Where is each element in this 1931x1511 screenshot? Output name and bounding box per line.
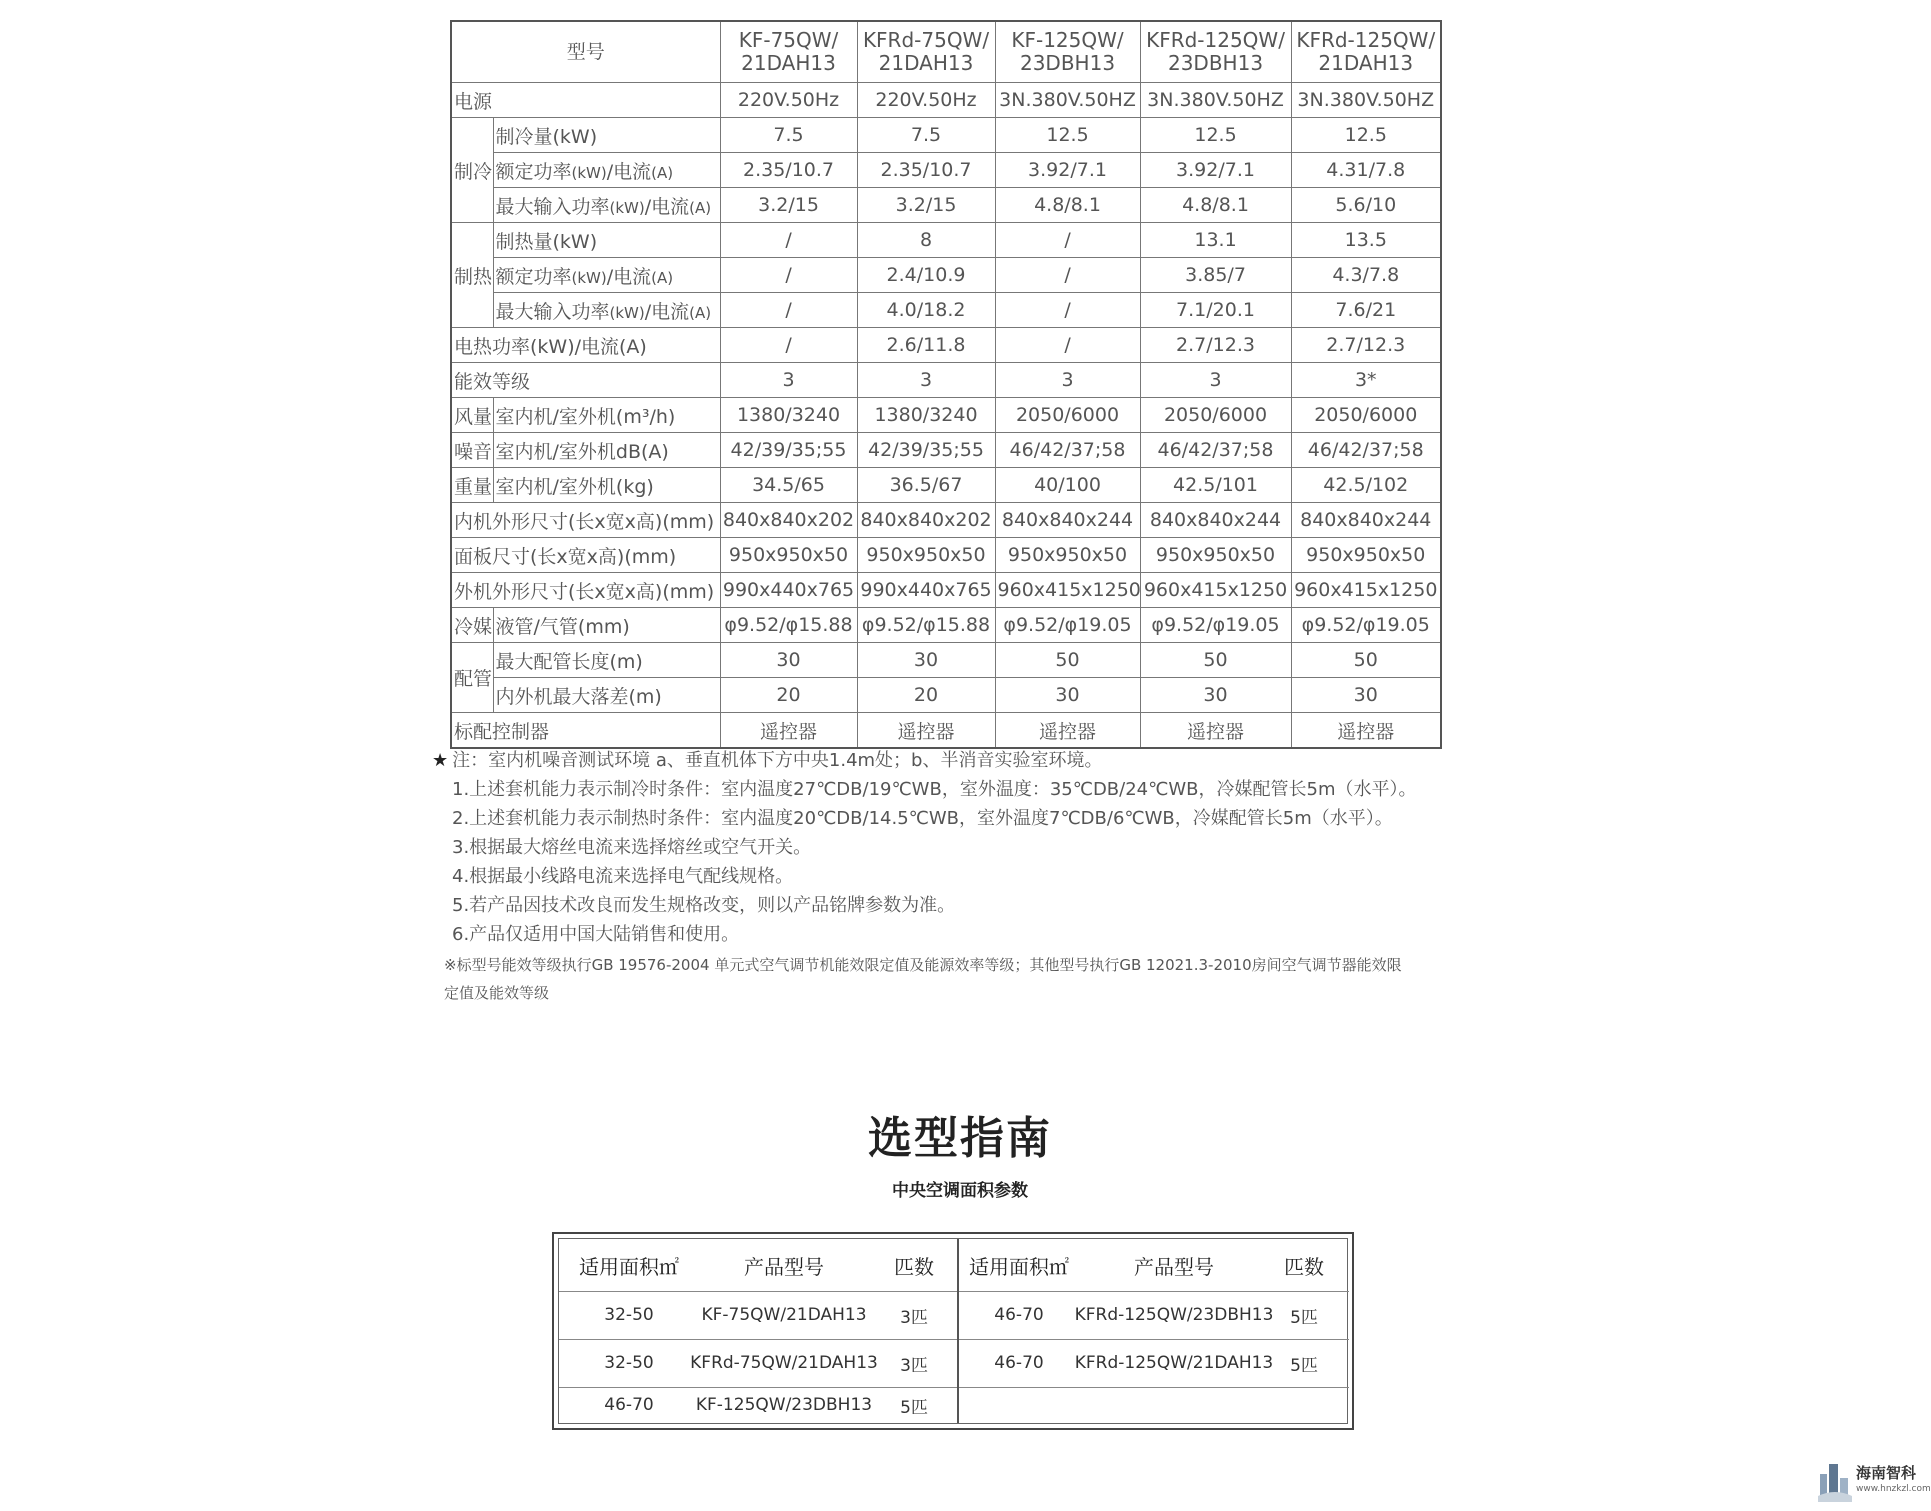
cell: 46/42/37;58 — [1291, 433, 1441, 468]
heating-capacity-row — [451, 223, 1441, 258]
cell: 7.1/20.1 — [1140, 293, 1291, 328]
cell: 遥控器 — [857, 713, 995, 749]
area-header: 适用面积㎡ — [579, 1254, 679, 1279]
airflow-row — [451, 398, 1441, 433]
cell: 50 — [1291, 643, 1441, 678]
cell: 12.5 — [1140, 118, 1291, 153]
guide-column-left — [559, 1239, 959, 1423]
row-label: 内外机最大落差(m) — [493, 678, 720, 713]
guide-row — [559, 1291, 957, 1340]
piping-length-row — [451, 643, 1441, 678]
cell: / — [720, 223, 857, 258]
cell: 840x840x244 — [995, 503, 1140, 538]
area-cell: 46-70 — [994, 1353, 1044, 1373]
outdoor-size-row — [451, 573, 1441, 608]
cell: 3 — [995, 363, 1140, 398]
model-name: KFRd-125QW/ 21DAH13 — [1291, 21, 1441, 83]
cell: 遥控器 — [720, 713, 857, 749]
cell: φ9.52/φ19.05 — [1291, 608, 1441, 643]
guide-table — [552, 1232, 1354, 1430]
cell: 3 — [720, 363, 857, 398]
cell: / — [995, 258, 1140, 293]
cell: 20 — [857, 678, 995, 713]
cell: 2.35/10.7 — [720, 153, 857, 188]
cell: 3.85/7 — [1140, 258, 1291, 293]
cell: 3.92/7.1 — [995, 153, 1140, 188]
cell: 42.5/102 — [1291, 468, 1441, 503]
cell: 220V.50Hz — [720, 83, 857, 118]
fine-print: ※标型号能效等级执行GB 19576-2004 单元式空气调节机能效限定值及能源效率等级；其他型号执行GB 12021.3-2010房间空气调节器能效限 定值及能效等级 — [444, 956, 1402, 1002]
note-item: 2.上述套机能力表示制热时条件：室内温度20℃DB/14.5℃WB，室外温度7℃DB/6℃WB，冷媒配管长5m（水平）。 — [452, 808, 1393, 829]
area-cell: 46-70 — [604, 1395, 654, 1415]
cell: 42/39/35;55 — [857, 433, 995, 468]
cell: 42/39/35;55 — [720, 433, 857, 468]
heating-rated-power-row — [451, 258, 1441, 293]
cell: 2.7/12.3 — [1140, 328, 1291, 363]
hp-cell: 3匹 — [900, 1355, 928, 1376]
hp-cell: 5匹 — [1290, 1307, 1318, 1328]
model-name: KF-125QW/ 23DBH13 — [995, 21, 1140, 83]
cell: 2.6/11.8 — [857, 328, 995, 363]
noise-row — [451, 433, 1441, 468]
cell: 3N.380V.50HZ — [1140, 83, 1291, 118]
category-label: 噪音 — [451, 433, 493, 468]
model-header-label: 型号 — [451, 21, 720, 83]
star-icon: ★ — [432, 750, 449, 771]
cell: 36.5/67 — [857, 468, 995, 503]
cell: 4.8/8.1 — [995, 188, 1140, 223]
hp-cell: 5匹 — [1290, 1355, 1318, 1376]
model-cell: KFRd-75QW/21DAH13 — [690, 1353, 878, 1373]
cell: 46/42/37;58 — [1140, 433, 1291, 468]
weight-row — [451, 468, 1441, 503]
row-label: 能效等级 — [451, 363, 720, 398]
cell: 20 — [720, 678, 857, 713]
model-cell: KF-75QW/21DAH13 — [701, 1305, 867, 1325]
cell: 3N.380V.50HZ — [1291, 83, 1441, 118]
site-logo[interactable] — [1818, 1460, 1931, 1506]
model-cell: KF-125QW/23DBH13 — [695, 1395, 873, 1415]
cell: 2050/6000 — [1291, 398, 1441, 433]
model-name: KFRd-125QW/ 23DBH13 — [1140, 21, 1291, 83]
electric-heat-row — [451, 328, 1441, 363]
model-cell: KFRd-125QW/23DBH13 — [1074, 1305, 1274, 1325]
model-header: 产品型号 — [744, 1254, 824, 1279]
cell: 840x840x244 — [1140, 503, 1291, 538]
category-label: 重量 — [451, 468, 493, 503]
guide-column-right — [959, 1239, 1349, 1423]
notes — [432, 746, 1512, 1007]
logo-name: 海南智科 — [1856, 1464, 1917, 1482]
cell: 960x415x1250 — [995, 573, 1140, 608]
area-header: 适用面积㎡ — [969, 1254, 1069, 1279]
cell: / — [720, 258, 857, 293]
piping-drop-row — [451, 678, 1441, 713]
cell: 3N.380V.50HZ — [995, 83, 1140, 118]
row-label: 最大配管长度(m) — [493, 643, 720, 678]
logo-url: www.hnzkzl.com — [1856, 1484, 1931, 1494]
cell: 840x840x244 — [1291, 503, 1441, 538]
cell: 3.92/7.1 — [1140, 153, 1291, 188]
cell: 2050/6000 — [1140, 398, 1291, 433]
indoor-size-row — [451, 503, 1441, 538]
hp-cell: 3匹 — [900, 1307, 928, 1328]
guide-row — [559, 1339, 957, 1388]
category-label: 风量 — [451, 398, 493, 433]
cell: / — [720, 328, 857, 363]
cell: 950x950x50 — [857, 538, 995, 573]
cell: 34.5/65 — [720, 468, 857, 503]
row-label: 电热功率(kW)/电流(A) — [451, 328, 720, 363]
cell: 遥控器 — [1291, 713, 1441, 749]
row-label: 内机外形尺寸(长x宽x高)(mm) — [451, 503, 720, 538]
note-item: 3.根据最大熔丝电流来选择熔丝或空气开关。 — [452, 837, 812, 858]
cell: 12.5 — [995, 118, 1140, 153]
cell: 3.2/15 — [857, 188, 995, 223]
note-item: 5.若产品因技术改良而发生规格改变，则以产品铭牌参数为准。 — [452, 895, 956, 916]
note-intro: ★ 注：室内机噪音测试环境 a、垂直机体下方中央1.4m处；b、半消音实验室环境。 — [432, 750, 1103, 771]
row-label: 室内机/室外机dB(A) — [493, 433, 720, 468]
cell: 840x840x202 — [857, 503, 995, 538]
row-label: 室内机/室外机(m³/h) — [493, 398, 720, 433]
cell: 42.5/101 — [1140, 468, 1291, 503]
panel-size-row — [451, 538, 1441, 573]
cell: 1380/3240 — [720, 398, 857, 433]
row-label: 外机外形尺寸(长x宽x高)(mm) — [451, 573, 720, 608]
cell: 1380/3240 — [857, 398, 995, 433]
cell: φ9.52/φ15.88 — [720, 608, 857, 643]
cell: 30 — [720, 643, 857, 678]
cell: 7.6/21 — [1291, 293, 1441, 328]
cell: φ9.52/φ19.05 — [1140, 608, 1291, 643]
cell: 960x415x1250 — [1140, 573, 1291, 608]
cell: 2.35/10.7 — [857, 153, 995, 188]
guide-subtitle: 中央空调面积参数 — [892, 1181, 1028, 1201]
cooling-rated-power-row — [451, 153, 1441, 188]
cooling-max-power-row — [451, 188, 1441, 223]
cell: 50 — [995, 643, 1140, 678]
note-item: 1.上述套机能力表示制冷时条件：室内温度27℃DB/19℃WB，室外温度：35℃DB/24℃WB，冷媒配管长5m（水平）。 — [452, 779, 1417, 800]
hp-cell: 5匹 — [900, 1397, 928, 1418]
model-cell: KFRd-125QW/21DAH13 — [1074, 1353, 1274, 1373]
cell: 990x440x765 — [720, 573, 857, 608]
cell: 950x950x50 — [1140, 538, 1291, 573]
cell: 4.31/7.8 — [1291, 153, 1441, 188]
cooling-capacity-row — [451, 118, 1441, 153]
guide-header-row — [559, 1239, 957, 1292]
area-cell: 32-50 — [604, 1305, 654, 1325]
cell: 950x950x50 — [995, 538, 1140, 573]
cell: 46/42/37;58 — [995, 433, 1140, 468]
cell: 8 — [857, 223, 995, 258]
row-label: 液管/气管(mm) — [493, 608, 720, 643]
cell: 7.5 — [857, 118, 995, 153]
hp-header: 匹数 — [1284, 1254, 1324, 1279]
row-label: 电源 — [451, 83, 720, 118]
row-label: 额定功率(kW)/电流(A) — [493, 153, 720, 188]
row-label: 室内机/室外机(kg) — [493, 468, 720, 503]
cell: 30 — [857, 643, 995, 678]
cell: 950x950x50 — [1291, 538, 1441, 573]
cell: 2.4/10.9 — [857, 258, 995, 293]
guide-row — [959, 1291, 1349, 1340]
row-label: 标配控制器 — [451, 713, 720, 749]
cell: 2.7/12.3 — [1291, 328, 1441, 363]
cell: 遥控器 — [995, 713, 1140, 749]
cell: 30 — [1291, 678, 1441, 713]
cell: / — [995, 328, 1140, 363]
cell: 3* — [1291, 363, 1441, 398]
cell: 4.8/8.1 — [1140, 188, 1291, 223]
category-label: 制热 — [451, 223, 493, 328]
cell: 4.0/18.2 — [857, 293, 995, 328]
cell: 3 — [1140, 363, 1291, 398]
cell: 遥控器 — [1140, 713, 1291, 749]
guide-row — [959, 1339, 1349, 1388]
cell: 30 — [1140, 678, 1291, 713]
cell: 13.1 — [1140, 223, 1291, 258]
row-label: 最大输入功率(kW)/电流(A) — [493, 293, 720, 328]
heating-max-power-row — [451, 293, 1441, 328]
category-label: 制冷 — [451, 118, 493, 223]
cell: / — [995, 293, 1140, 328]
cell: 4.3/7.8 — [1291, 258, 1441, 293]
cell: 12.5 — [1291, 118, 1441, 153]
cell: 220V.50Hz — [857, 83, 995, 118]
category-label: 配管 — [451, 643, 493, 713]
guide-row — [559, 1387, 957, 1423]
refrigerant-row — [451, 608, 1441, 643]
row-label: 制热量(kW) — [493, 223, 720, 258]
cell: / — [995, 223, 1140, 258]
guide-title: 选型指南 — [868, 1113, 1052, 1164]
guide-header-row — [959, 1239, 1349, 1292]
area-cell: 46-70 — [994, 1305, 1044, 1325]
model-name: KFRd-75QW/ 21DAH13 — [857, 21, 995, 83]
model-header: 产品型号 — [1134, 1254, 1214, 1279]
model-header-row — [451, 21, 1441, 83]
controller-row — [451, 713, 1441, 749]
cell: 950x950x50 — [720, 538, 857, 573]
cell: 50 — [1140, 643, 1291, 678]
building-logo-icon — [1818, 1462, 1852, 1502]
cell: 840x840x202 — [720, 503, 857, 538]
row-label: 额定功率(kW)/电流(A) — [493, 258, 720, 293]
cell: 5.6/10 — [1291, 188, 1441, 223]
note-item: 6.产品仅适用中国大陆销售和使用。 — [452, 924, 740, 945]
area-cell: 32-50 — [604, 1353, 654, 1373]
row-label: 面板尺寸(长x宽x高)(mm) — [451, 538, 720, 573]
row-label: 制冷量(kW) — [493, 118, 720, 153]
cell: 990x440x765 — [857, 573, 995, 608]
cell: 3.2/15 — [720, 188, 857, 223]
model-name: KF-75QW/ 21DAH13 — [720, 21, 857, 83]
cell: / — [720, 293, 857, 328]
note-item: 4.根据最小线路电流来选择电气配线规格。 — [452, 866, 794, 887]
cell: 7.5 — [720, 118, 857, 153]
efficiency-row — [451, 363, 1441, 398]
category-label: 冷媒 — [451, 608, 493, 643]
cell: 30 — [995, 678, 1140, 713]
spec-table — [450, 20, 1442, 749]
cell: φ9.52/φ19.05 — [995, 608, 1140, 643]
row-label: 最大输入功率(kW)/电流(A) — [493, 188, 720, 223]
cell: φ9.52/φ15.88 — [857, 608, 995, 643]
cell: 960x415x1250 — [1291, 573, 1441, 608]
cell: 3 — [857, 363, 995, 398]
cell: 2050/6000 — [995, 398, 1140, 433]
power-row — [451, 83, 1441, 118]
hp-header: 匹数 — [894, 1254, 934, 1279]
cell: 13.5 — [1291, 223, 1441, 258]
guide-table-inner — [558, 1238, 1348, 1424]
cell: 40/100 — [995, 468, 1140, 503]
